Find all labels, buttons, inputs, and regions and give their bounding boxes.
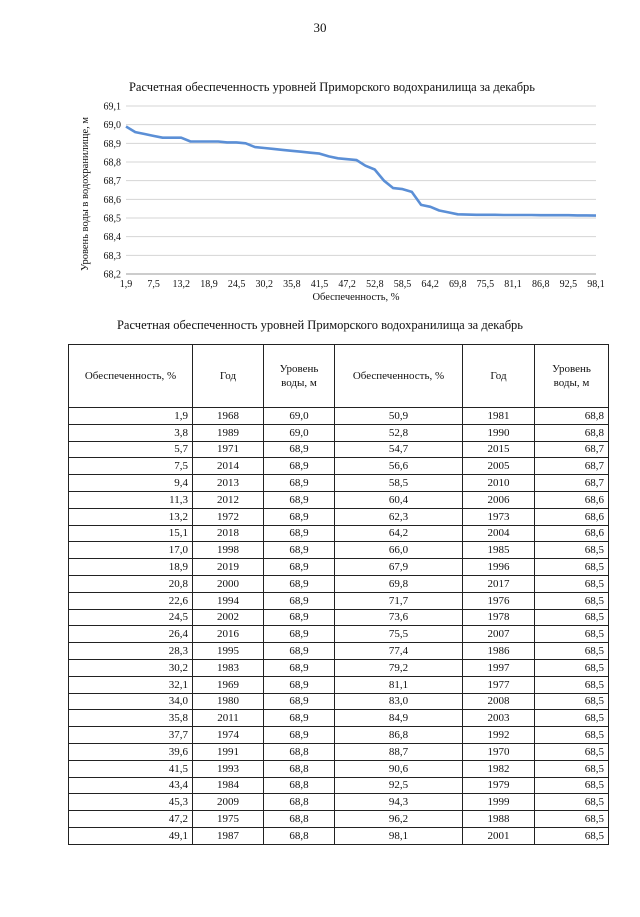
table-cell: 1984 bbox=[193, 777, 264, 794]
table-cell: 1978 bbox=[463, 609, 535, 626]
table-cell: 68,5 bbox=[535, 643, 609, 660]
table-cell: 92,5 bbox=[335, 777, 463, 794]
level-chart bbox=[70, 76, 610, 304]
table-cell: 7,5 bbox=[69, 458, 193, 475]
x-tick-label: 41,5 bbox=[310, 279, 329, 290]
table-cell: 20,8 bbox=[69, 575, 193, 592]
table-row bbox=[69, 458, 609, 475]
table-cell: 1970 bbox=[463, 743, 535, 760]
table-row bbox=[69, 508, 609, 525]
table-cell: 1985 bbox=[463, 542, 535, 559]
table-cell: 79,2 bbox=[335, 659, 463, 676]
table-row bbox=[69, 811, 609, 828]
y-tick-label: 68,9 bbox=[103, 138, 121, 150]
table-cell: 96,2 bbox=[335, 811, 463, 828]
table-cell: 68,5 bbox=[535, 559, 609, 576]
table-cell: 73,6 bbox=[335, 609, 463, 626]
table-row bbox=[69, 408, 609, 425]
table-cell: 50,9 bbox=[335, 408, 463, 425]
table-row bbox=[69, 441, 609, 458]
table-row bbox=[69, 743, 609, 760]
table-cell: 2000 bbox=[193, 575, 264, 592]
table-row bbox=[69, 676, 609, 693]
table-cell: 94,3 bbox=[335, 794, 463, 811]
table-cell: 2012 bbox=[193, 491, 264, 508]
table-cell: 18,9 bbox=[69, 559, 193, 576]
table-cell: 1986 bbox=[463, 643, 535, 660]
table-row bbox=[69, 592, 609, 609]
table-cell: 68,9 bbox=[264, 609, 335, 626]
table-cell: 68,7 bbox=[535, 458, 609, 475]
table-cell: 45,3 bbox=[69, 794, 193, 811]
table-header-row bbox=[69, 345, 609, 408]
table-row bbox=[69, 659, 609, 676]
level-table bbox=[68, 344, 609, 845]
table-cell: 68,8 bbox=[264, 760, 335, 777]
table-cell: 1998 bbox=[193, 542, 264, 559]
table-cell: 2006 bbox=[463, 491, 535, 508]
x-tick-label: 92,5 bbox=[559, 279, 578, 290]
x-tick-label: 35,8 bbox=[283, 279, 301, 290]
table-cell: 24,5 bbox=[69, 609, 193, 626]
table-cell: 68,9 bbox=[264, 676, 335, 693]
table-row bbox=[69, 626, 609, 643]
y-tick-label: 68,2 bbox=[103, 269, 121, 281]
table-cell: 86,8 bbox=[335, 727, 463, 744]
header-probability-1: Обеспеченность, % bbox=[69, 345, 193, 408]
table-cell: 28,3 bbox=[69, 643, 193, 660]
table-cell: 1999 bbox=[463, 794, 535, 811]
table-cell: 68,6 bbox=[535, 525, 609, 542]
chart-grid bbox=[126, 106, 596, 274]
table-cell: 2011 bbox=[193, 710, 264, 727]
table-cell: 22,6 bbox=[69, 592, 193, 609]
table-row bbox=[69, 760, 609, 777]
x-tick-label: 47,2 bbox=[338, 279, 356, 290]
table-cell: 1994 bbox=[193, 592, 264, 609]
table-cell: 1977 bbox=[463, 676, 535, 693]
table-row bbox=[69, 491, 609, 508]
table-cell: 2014 bbox=[193, 458, 264, 475]
table-cell: 68,9 bbox=[264, 710, 335, 727]
x-tick-label: 86,8 bbox=[531, 279, 550, 290]
y-tick-label: 68,8 bbox=[103, 157, 121, 169]
table-cell: 68,5 bbox=[535, 727, 609, 744]
page-number: 30 bbox=[313, 20, 327, 35]
table-cell: 68,9 bbox=[264, 441, 335, 458]
table-cell: 1,9 bbox=[69, 408, 193, 425]
table-cell: 2016 bbox=[193, 626, 264, 643]
table-row bbox=[69, 575, 609, 592]
x-tick-label: 7,5 bbox=[147, 279, 160, 290]
table-cell: 68,9 bbox=[264, 559, 335, 576]
x-tick-labels bbox=[120, 279, 605, 290]
table-cell: 68,8 bbox=[535, 424, 609, 441]
table-cell: 68,5 bbox=[535, 609, 609, 626]
table-cell: 32,1 bbox=[69, 676, 193, 693]
table-row bbox=[69, 559, 609, 576]
header-probability-2: Обеспеченность, % bbox=[335, 345, 463, 408]
table-cell: 43,4 bbox=[69, 777, 193, 794]
table-cell: 1969 bbox=[193, 676, 264, 693]
table-row bbox=[69, 424, 609, 441]
table-cell: 68,9 bbox=[264, 626, 335, 643]
table-cell: 41,5 bbox=[69, 760, 193, 777]
table-cell: 1987 bbox=[193, 827, 264, 844]
table-cell: 2004 bbox=[463, 525, 535, 542]
y-axis-label: Уровень воды в водохранилище, м bbox=[80, 116, 91, 272]
table-cell: 68,5 bbox=[535, 760, 609, 777]
table-cell: 67,9 bbox=[335, 559, 463, 576]
table-cell: 68,6 bbox=[535, 491, 609, 508]
table-cell: 68,8 bbox=[264, 743, 335, 760]
table-cell: 58,5 bbox=[335, 475, 463, 492]
header-year-2: Год bbox=[463, 345, 535, 408]
table-cell: 37,7 bbox=[69, 727, 193, 744]
table-cell: 34,0 bbox=[69, 693, 193, 710]
table-cell: 1992 bbox=[463, 727, 535, 744]
table-cell: 2002 bbox=[193, 609, 264, 626]
table-cell: 77,4 bbox=[335, 643, 463, 660]
table-cell: 1982 bbox=[463, 760, 535, 777]
table-cell: 68,9 bbox=[264, 727, 335, 744]
table-cell: 64,2 bbox=[335, 525, 463, 542]
table-cell: 2018 bbox=[193, 525, 264, 542]
table-cell: 84,9 bbox=[335, 710, 463, 727]
table-cell: 68,9 bbox=[264, 693, 335, 710]
table-cell: 1988 bbox=[463, 811, 535, 828]
table-cell: 1980 bbox=[193, 693, 264, 710]
table-cell: 2001 bbox=[463, 827, 535, 844]
table-cell: 98,1 bbox=[335, 827, 463, 844]
table-cell: 68,5 bbox=[535, 743, 609, 760]
y-tick-labels bbox=[104, 102, 122, 281]
table-cell: 1981 bbox=[463, 408, 535, 425]
x-tick-label: 24,5 bbox=[227, 279, 246, 290]
table-row bbox=[69, 827, 609, 844]
y-tick-label: 68,6 bbox=[103, 194, 121, 206]
table-cell: 68,8 bbox=[264, 811, 335, 828]
table-cell: 88,7 bbox=[335, 743, 463, 760]
table-row bbox=[69, 525, 609, 542]
x-tick-label: 58,5 bbox=[393, 279, 412, 290]
y-tick-label: 68,3 bbox=[103, 250, 121, 262]
table-cell: 30,2 bbox=[69, 659, 193, 676]
table-cell: 66,0 bbox=[335, 542, 463, 559]
table-row bbox=[69, 710, 609, 727]
chart-series bbox=[126, 127, 596, 216]
x-tick-label: 1,9 bbox=[119, 279, 133, 290]
y-tick-label: 68,4 bbox=[103, 232, 121, 244]
table-cell: 68,5 bbox=[535, 659, 609, 676]
table-cell: 52,8 bbox=[335, 424, 463, 441]
y-tick-label: 69,1 bbox=[103, 101, 121, 113]
table-cell: 2007 bbox=[463, 626, 535, 643]
table-cell: 68,8 bbox=[264, 827, 335, 844]
x-tick-label: 13,2 bbox=[172, 279, 191, 290]
table-title: Расчетная обеспеченность уровней Приморского водохранилища за декабрь bbox=[116, 318, 524, 332]
table-cell: 1979 bbox=[463, 777, 535, 794]
table-cell: 68,8 bbox=[264, 794, 335, 811]
table-cell: 47,2 bbox=[69, 811, 193, 828]
table-cell: 68,5 bbox=[535, 676, 609, 693]
table-cell: 1971 bbox=[193, 441, 264, 458]
header-year-1: Год bbox=[193, 345, 264, 408]
table-cell: 1973 bbox=[463, 508, 535, 525]
table-cell: 68,5 bbox=[535, 811, 609, 828]
table-cell: 1968 bbox=[193, 408, 264, 425]
table-cell: 75,5 bbox=[335, 626, 463, 643]
table-cell: 68,9 bbox=[264, 475, 335, 492]
table-cell: 68,9 bbox=[264, 643, 335, 660]
table-cell: 69,8 bbox=[335, 575, 463, 592]
table-cell: 26,4 bbox=[69, 626, 193, 643]
table-cell: 2017 bbox=[463, 575, 535, 592]
table-cell: 1990 bbox=[463, 424, 535, 441]
x-tick-label: 64,2 bbox=[421, 279, 439, 290]
table-row bbox=[69, 777, 609, 794]
table-cell: 68,8 bbox=[264, 777, 335, 794]
table-cell: 1993 bbox=[193, 760, 264, 777]
y-tick-label: 68,5 bbox=[103, 213, 121, 225]
table-cell: 62,3 bbox=[335, 508, 463, 525]
table-cell: 68,5 bbox=[535, 777, 609, 794]
table-cell: 2008 bbox=[463, 693, 535, 710]
y-tick-label: 69,0 bbox=[103, 120, 121, 132]
table-cell: 69,0 bbox=[264, 408, 335, 425]
table-cell: 39,6 bbox=[69, 743, 193, 760]
table-cell: 81,1 bbox=[335, 676, 463, 693]
table-cell: 1974 bbox=[193, 727, 264, 744]
table-cell: 56,6 bbox=[335, 458, 463, 475]
x-tick-label: 30,2 bbox=[255, 279, 273, 290]
table-cell: 2010 bbox=[463, 475, 535, 492]
table-cell: 2013 bbox=[193, 475, 264, 492]
level-line bbox=[126, 127, 596, 216]
table-cell: 1975 bbox=[193, 811, 264, 828]
table-cell: 15,1 bbox=[69, 525, 193, 542]
table-cell: 68,9 bbox=[264, 542, 335, 559]
table-cell: 13,2 bbox=[69, 508, 193, 525]
table-cell: 3,8 bbox=[69, 424, 193, 441]
table-cell: 68,9 bbox=[264, 592, 335, 609]
table-cell: 68,6 bbox=[535, 508, 609, 525]
x-tick-label: 18,9 bbox=[200, 279, 218, 290]
table-cell: 17,0 bbox=[69, 542, 193, 559]
table-cell: 1997 bbox=[463, 659, 535, 676]
table-cell: 68,9 bbox=[264, 508, 335, 525]
table-cell: 1983 bbox=[193, 659, 264, 676]
table-cell: 83,0 bbox=[335, 693, 463, 710]
table-cell: 1972 bbox=[193, 508, 264, 525]
table-row bbox=[69, 475, 609, 492]
table-cell: 68,9 bbox=[264, 491, 335, 508]
table-cell: 68,5 bbox=[535, 693, 609, 710]
table-cell: 1996 bbox=[463, 559, 535, 576]
table-cell: 1989 bbox=[193, 424, 264, 441]
table-cell: 68,9 bbox=[264, 659, 335, 676]
table-cell: 54,7 bbox=[335, 441, 463, 458]
table-row bbox=[69, 542, 609, 559]
x-tick-label: 81,1 bbox=[504, 279, 522, 290]
table-cell: 1976 bbox=[463, 592, 535, 609]
table-row bbox=[69, 727, 609, 744]
table-row bbox=[69, 693, 609, 710]
table-cell: 1991 bbox=[193, 743, 264, 760]
table-cell: 69,0 bbox=[264, 424, 335, 441]
table-cell: 68,5 bbox=[535, 626, 609, 643]
table-cell: 2015 bbox=[463, 441, 535, 458]
table-cell: 1995 bbox=[193, 643, 264, 660]
table-cell: 68,5 bbox=[535, 592, 609, 609]
table-cell: 90,6 bbox=[335, 760, 463, 777]
table-cell: 2019 bbox=[193, 559, 264, 576]
table-cell: 68,8 bbox=[535, 408, 609, 425]
x-tick-label: 75,5 bbox=[476, 279, 495, 290]
x-tick-label: 52,8 bbox=[366, 279, 384, 290]
table-row bbox=[69, 609, 609, 626]
table-cell: 2003 bbox=[463, 710, 535, 727]
table-cell: 68,7 bbox=[535, 441, 609, 458]
table-cell: 9,4 bbox=[69, 475, 193, 492]
table-cell: 68,5 bbox=[535, 575, 609, 592]
chart-title: Расчетная обеспеченность уровней Приморского водохранилища за декабрь bbox=[128, 80, 536, 94]
table-cell: 35,8 bbox=[69, 710, 193, 727]
table-cell: 49,1 bbox=[69, 827, 193, 844]
table-cell: 68,7 bbox=[535, 475, 609, 492]
table-cell: 2009 bbox=[193, 794, 264, 811]
x-tick-label: 98,1 bbox=[587, 279, 605, 290]
table-cell: 60,4 bbox=[335, 491, 463, 508]
y-tick-label: 68,7 bbox=[103, 176, 121, 188]
table-cell: 68,9 bbox=[264, 458, 335, 475]
table-cell: 68,9 bbox=[264, 525, 335, 542]
x-tick-label: 69,8 bbox=[449, 279, 467, 290]
table-row bbox=[69, 794, 609, 811]
table-cell: 71,7 bbox=[335, 592, 463, 609]
table-cell: 2005 bbox=[463, 458, 535, 475]
table-cell: 68,5 bbox=[535, 827, 609, 844]
x-axis-label: Обеспеченность, % bbox=[312, 292, 400, 303]
header-level-1: Уровень воды, м bbox=[264, 345, 335, 408]
table-cell: 5,7 bbox=[69, 441, 193, 458]
table-cell: 11,3 bbox=[69, 491, 193, 508]
header-level-2: Уровень воды, м bbox=[535, 345, 609, 408]
table-row bbox=[69, 643, 609, 660]
table-cell: 68,5 bbox=[535, 710, 609, 727]
table-cell: 68,5 bbox=[535, 542, 609, 559]
table-cell: 68,9 bbox=[264, 575, 335, 592]
table-cell: 68,5 bbox=[535, 794, 609, 811]
